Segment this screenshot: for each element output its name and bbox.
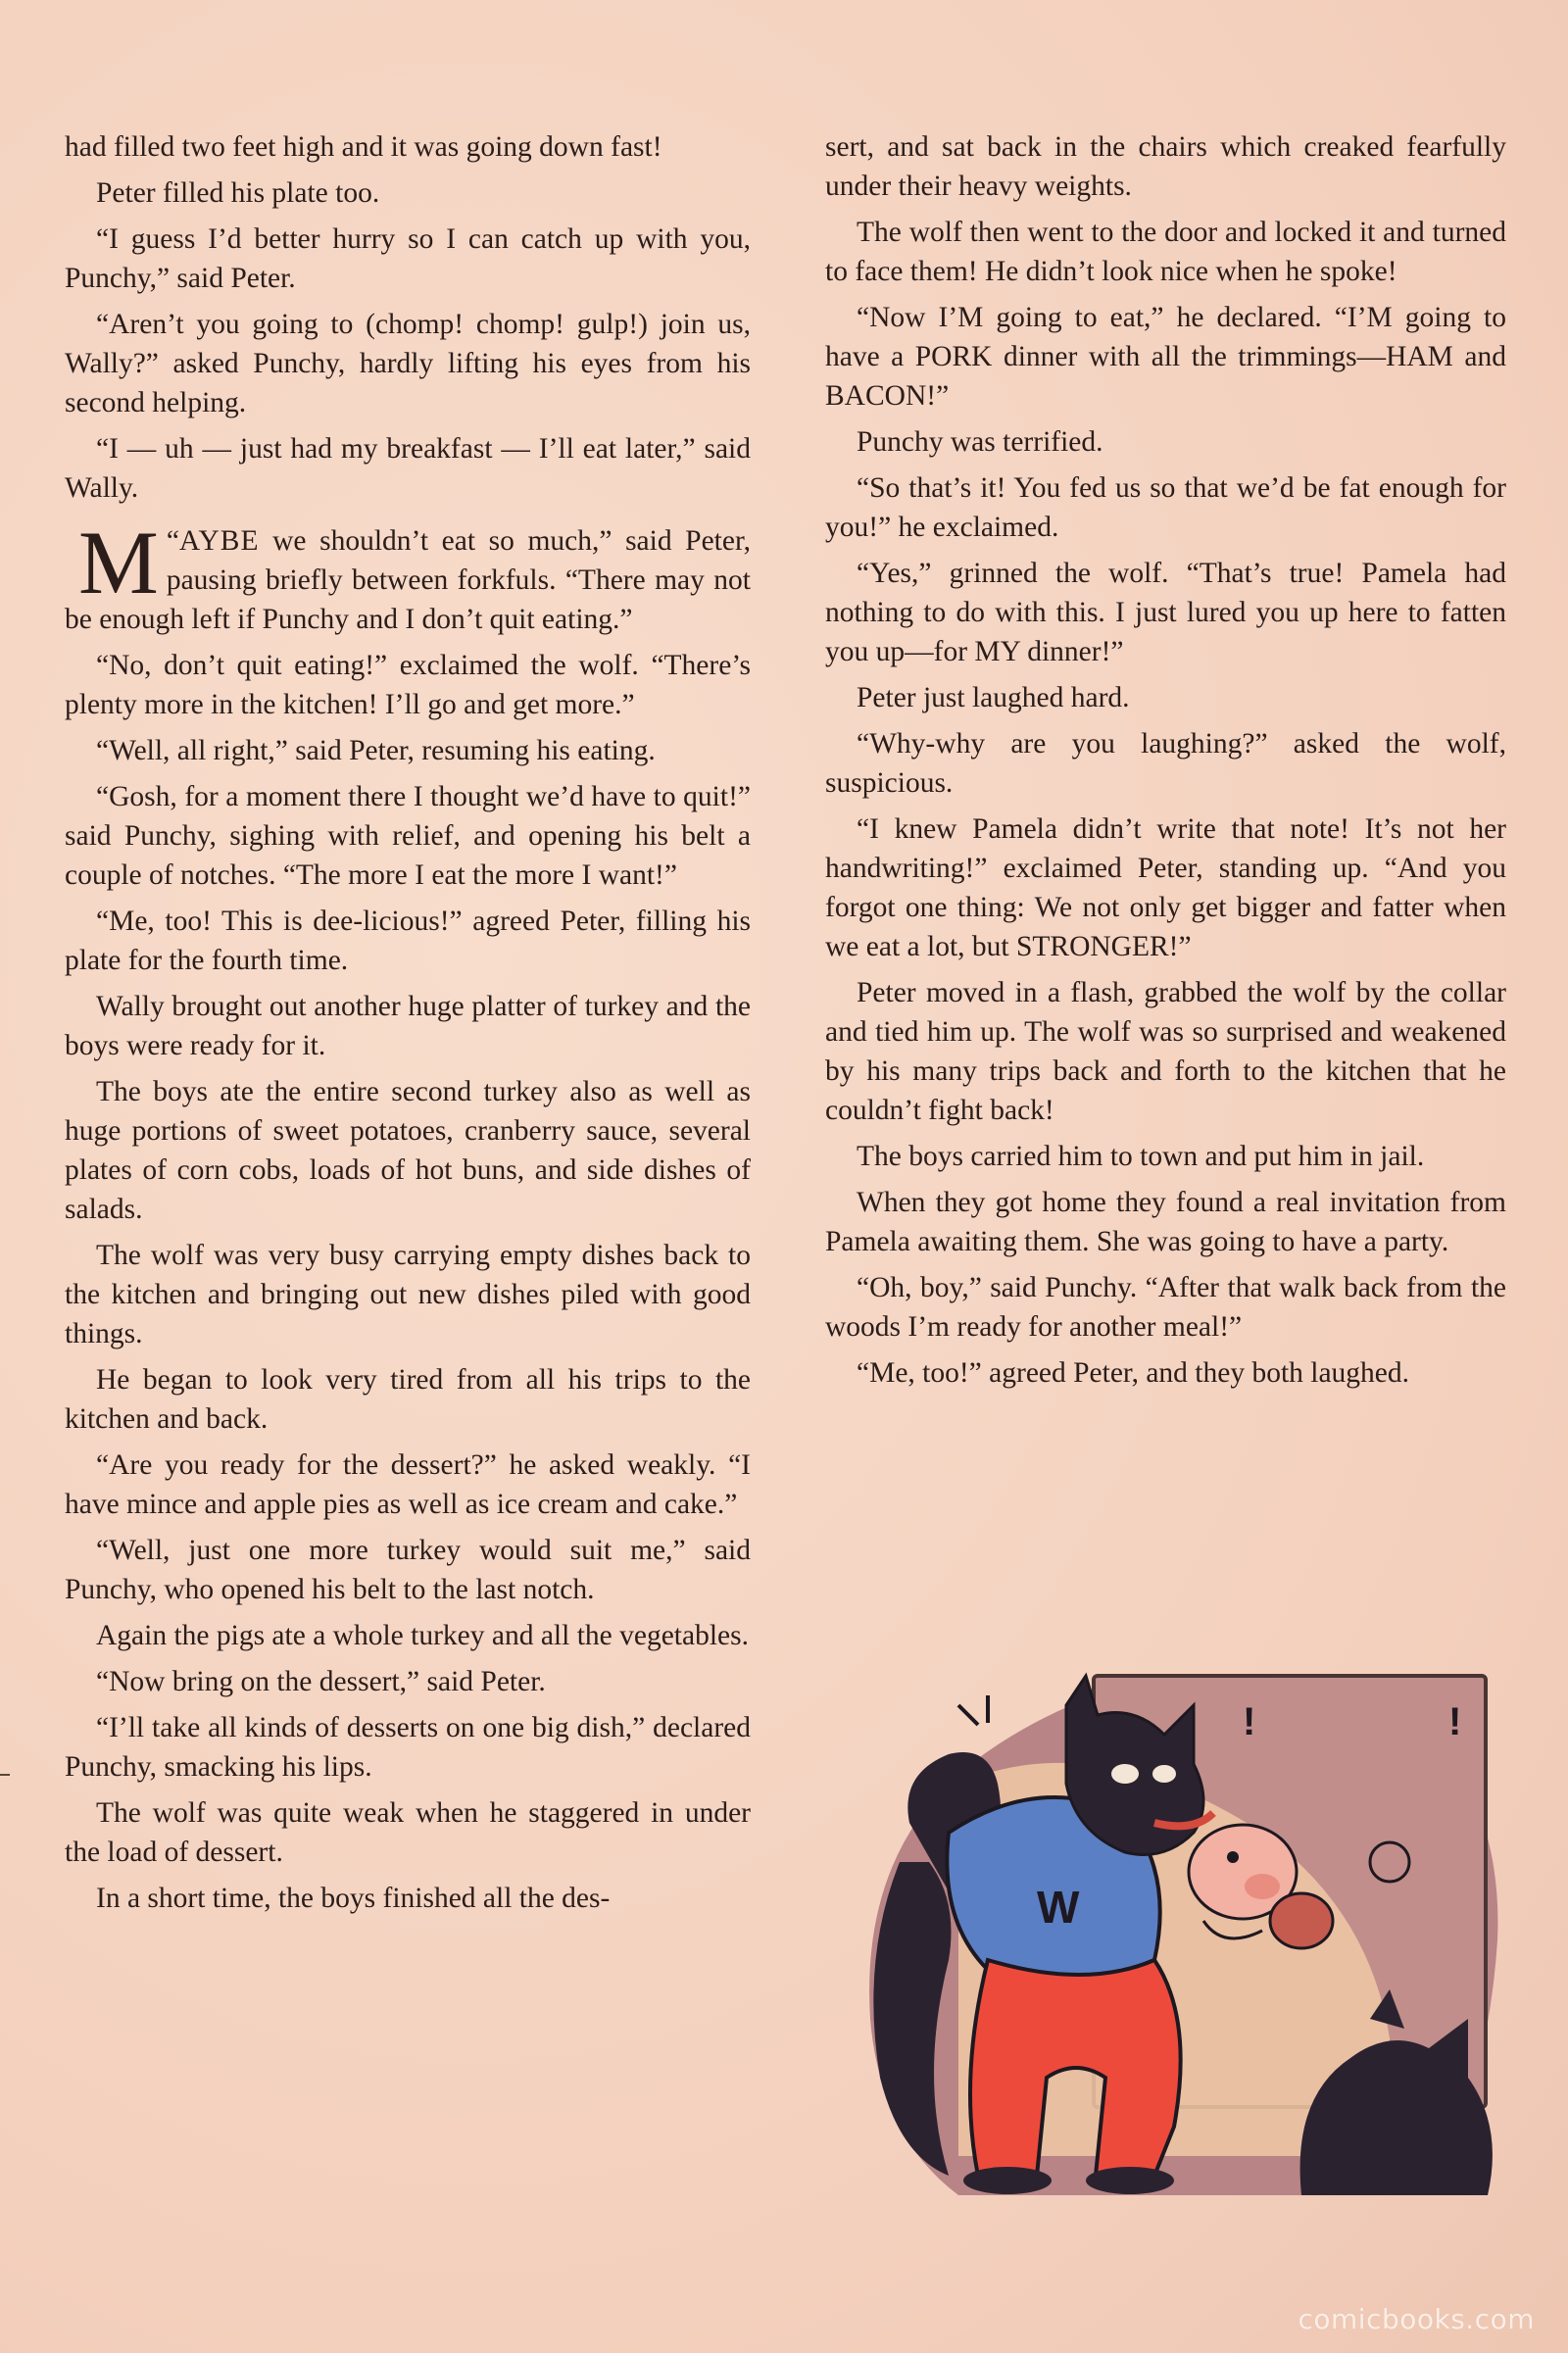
paragraph: The boys ate the entire second turkey also as well as huge portions of sweet potatoes, cranberry sauce, several plates of corn cobs, loads of hot buns, and side dishes of salads.	[65, 1076, 751, 1225]
paragraph: “Are you ready for the dessert?” he asked weakly. “I have mince and apple pies as well as ice cream and cake.”	[65, 1449, 751, 1520]
illustration-canvas	[841, 1666, 1503, 2195]
paragraph: “Now I’M going to eat,” he declared. “I’M going to have a PORK dinner with all the trimmings—HAM and BACON!”	[825, 302, 1506, 412]
page-edge-mark	[0, 1774, 10, 1776]
paragraph: “I guess I’d better hurry so I can catch up with you, Punchy,” said Peter.	[65, 223, 751, 294]
exclaim-mark: !	[1448, 1700, 1462, 1743]
paragraph: Peter filled his plate too.	[96, 177, 380, 209]
paragraph: The wolf was very busy carrying empty dishes back to the kitchen and bringing out new dishes piled with good things.	[65, 1240, 751, 1349]
paragraph: “Well, just one more turkey would suit me,” said Punchy, who opened his belt to the last notch.	[65, 1535, 751, 1605]
paragraph: “Me, too! This is dee-licious!” agreed Peter, filling his plate for the fourth time.	[65, 906, 751, 976]
paragraph: “No, don’t quit eating!” exclaimed the wolf. “There’s plenty more in the kitchen! I’ll go and get more.”	[65, 650, 751, 720]
paragraph: “Aren’t you going to (chomp! chomp! gulp!) join us, Wally?” asked Punchy, hardly lifting his eyes from his second helping.	[65, 309, 751, 418]
paragraph: The wolf then went to the door and locked it and turned to face them! He didn’t look nice when he spoke!	[825, 217, 1506, 287]
wolf-tied-up-illustration	[841, 1666, 1503, 2195]
paragraph: The boys carried him to town and put him in jail.	[857, 1141, 1425, 1172]
wolf-eye	[1111, 1764, 1139, 1784]
pig-eye	[1227, 1851, 1239, 1863]
paragraph: “Yes,” grinned the wolf. “That’s true! Pamela had nothing to do with this. I just lured you up here to fatten you up—for MY dinner!”	[825, 558, 1506, 667]
exclaim-mark: !	[1243, 1700, 1256, 1743]
wolf-foot-left	[963, 2167, 1052, 2194]
paragraph: “I’ll take all kinds of desserts on one big dish,” declared Punchy, smacking his lips.	[65, 1712, 751, 1783]
paragraph: “Now bring on the dessert,” said Peter.	[96, 1666, 546, 1697]
paragraph: When they got home they found a real invitation from Pamela awaiting them. She was going to have a party.	[825, 1187, 1506, 1257]
dropcap-rest: we shouldn’t eat so much,” said Peter, pausing briefly between forkfuls. “There may not be enough left if Punchy and I don’t quit eating.”	[65, 525, 751, 635]
dropcap-paragraph	[65, 513, 751, 639]
paragraph: “Gosh, for a moment there I thought we’d have to quit!” said Punchy, sighing with relief, and opening his belt a couple of notches. “The more I eat the more I want!”	[65, 781, 751, 891]
paragraph: Wally brought out another huge platter of turkey and the boys were ready for it.	[65, 991, 751, 1061]
left-text-column	[65, 127, 751, 1925]
paragraph: In a short time, the boys finished all the des-	[96, 1883, 611, 1914]
pig-snout	[1245, 1874, 1280, 1899]
watermark: comicbooks.com	[1298, 2303, 1535, 2335]
paragraph: “Oh, boy,” said Punchy. “After that walk back from the woods I’m ready for another meal!”	[825, 1272, 1506, 1343]
pig-fist	[1270, 1893, 1333, 1948]
wolf-eye	[1152, 1765, 1176, 1783]
right-text-column	[825, 127, 1506, 1399]
paragraph: Peter just laughed hard.	[857, 682, 1130, 713]
paragraph: had filled two feet high and it was going down fast!	[65, 131, 662, 163]
paragraph: The wolf was quite weak when he staggered in under the load of dessert.	[65, 1797, 751, 1868]
paragraph: Punchy was terrified.	[857, 426, 1103, 458]
paragraph: “So that’s it! You fed us so that we’d be fat enough for you!” he exclaimed.	[825, 472, 1506, 543]
shirt-letter: W	[1037, 1882, 1080, 1933]
paragraph: “Why-why are you laughing?” asked the wolf, suspicious.	[825, 728, 1506, 799]
paragraph: “Me, too!” agreed Peter, and they both laughed.	[857, 1357, 1410, 1389]
paragraph: “I — uh — just had my breakfast — I’ll eat later,” said Wally.	[65, 433, 751, 504]
paragraph: “Well, all right,” said Peter, resuming his eating.	[96, 735, 656, 766]
paragraph: “I knew Pamela didn’t write that note! It’s not her handwriting!” exclaimed Peter, standing up. “And you forgot one thing: We not only get bigger and fatter when we eat a lot, but STRONGER!”	[825, 813, 1506, 962]
paragraph: He began to look very tired from all his trips to the kitchen and back.	[65, 1364, 751, 1435]
wolf-foot-right	[1086, 2167, 1174, 2194]
paragraph: Peter moved in a flash, grabbed the wolf by the collar and tied him up. The wolf was so surprised and weakened by his many trips back and forth to the kitchen that he couldn’t fight back!	[825, 977, 1506, 1126]
paragraph: Again the pigs ate a whole turkey and all the vegetables.	[96, 1620, 749, 1651]
motion-lines	[958, 1695, 988, 1725]
dropcap-letter: M	[78, 513, 159, 613]
dropcap-smallcaps: AYBE	[178, 525, 260, 557]
dropcap-open-quote: “	[166, 525, 179, 557]
paragraph: sert, and sat back in the chairs which creaked fearfully under their heavy weights.	[825, 131, 1506, 202]
